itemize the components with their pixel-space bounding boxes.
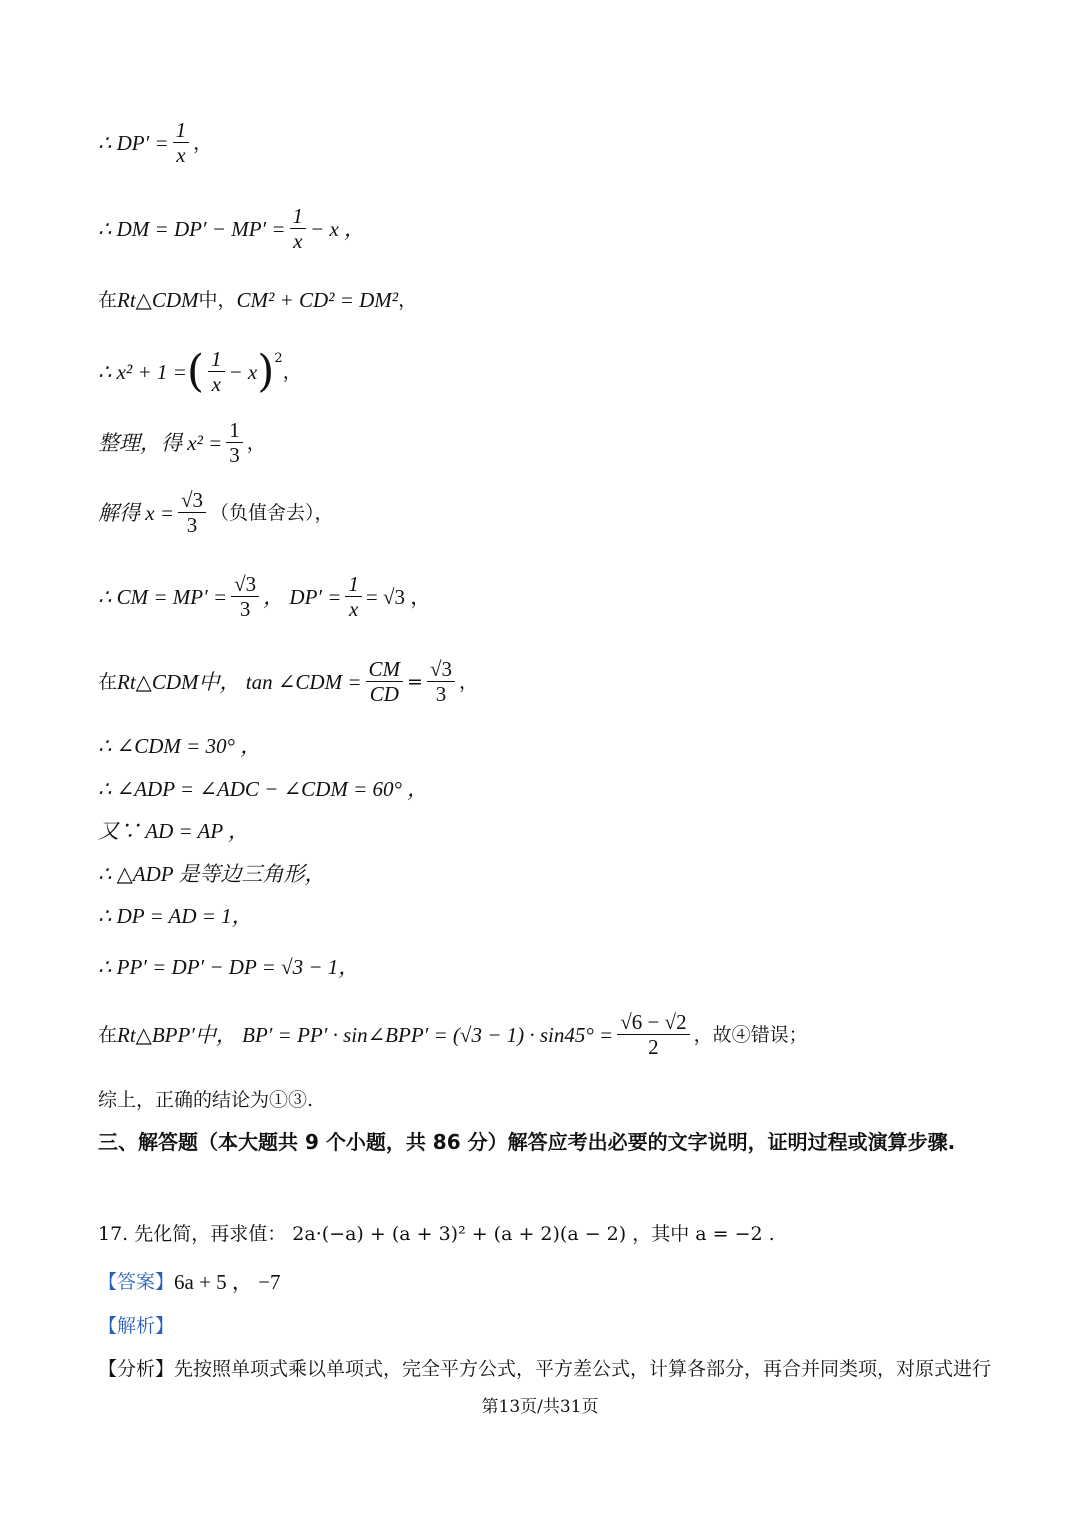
line-5-lhs: 整理，得 x² = — [98, 430, 223, 455]
line-2-lhs: ∴ DM = DP′ − MP′ = — [98, 216, 286, 241]
numerator: √6 − √2 — [617, 1010, 689, 1035]
line-3-pre: 在 — [98, 289, 118, 311]
numerator: 1 — [290, 204, 307, 229]
answer-value: 6a + 5 ， −7 — [174, 1270, 281, 1294]
line-12: ∴ △ADP 是等边三角形， — [98, 862, 326, 886]
line-1-lhs: ∴ DP′ = — [98, 130, 169, 155]
line-4 — [98, 347, 302, 396]
numerator: 1 — [226, 418, 243, 443]
numerator: √3 — [427, 657, 455, 682]
numerator: 1 — [345, 572, 362, 597]
fraction — [208, 347, 225, 396]
line-10: ∴ ∠ADP = ∠ADC − ∠CDM = 60° ， — [98, 777, 429, 801]
denominator: 2 — [648, 1035, 659, 1059]
fraction — [226, 418, 243, 467]
line-16: 综上，正确的结论为①③. — [98, 1089, 314, 1111]
analysis-label: 【解析】 — [98, 1315, 175, 1337]
line-15-post: ，故④错误； — [693, 1023, 808, 1046]
triangle-label: Rt△BPP′ — [117, 1022, 195, 1047]
numerator: 1 — [208, 347, 225, 372]
answer-line — [98, 1270, 281, 1294]
line-2 — [98, 204, 365, 253]
line-7-mid: ， DP′ = — [263, 584, 342, 609]
line-8-pre: 在 — [98, 670, 118, 693]
line-7-post: = √3 ， — [365, 584, 432, 609]
fraction — [231, 572, 259, 621]
line-14: ∴ PP′ = DP′ − DP = √3 − 1， — [98, 955, 360, 979]
line-13: ∴ DP = AD = 1， — [98, 904, 253, 928]
line-8-mid: 中， tan ∠CDM = — [198, 669, 362, 694]
line-4-lhs: ∴ x² + 1 = — [98, 359, 187, 384]
denominator: x — [176, 143, 186, 167]
line-8 — [98, 657, 478, 706]
triangle-label: Rt△CDM — [117, 669, 199, 694]
left-paren: ( — [186, 345, 204, 397]
numerator: √3 — [178, 488, 206, 513]
line-5 — [98, 418, 266, 467]
line-1-post: ， — [193, 131, 213, 154]
right-paren: ) — [257, 345, 275, 397]
fraction — [366, 657, 404, 706]
line-11: 又∵ AD = AP ， — [98, 819, 250, 843]
line-8-post: ， — [458, 670, 478, 693]
line-3-mid: 中， — [198, 289, 237, 311]
analysis-text: 【分析】先按照单项式乘以单项式，完全平方公式，平方差公式，计算各部分，再合并同类项，对原式进行 — [98, 1358, 992, 1380]
denominator: 3 — [186, 513, 198, 537]
exponent: 2 — [274, 351, 283, 366]
line-3 — [98, 288, 417, 312]
line-6 — [98, 488, 334, 537]
line-15-pre: 在 — [98, 1023, 118, 1046]
fraction-2 — [427, 657, 455, 706]
line-2-post: − x ， — [310, 216, 366, 241]
page-footer: 第13页/共31页 — [481, 1397, 599, 1417]
fraction — [617, 1010, 689, 1059]
line-7-lhs: ∴ CM = MP′ = — [98, 584, 228, 609]
numerator: 1 — [173, 118, 190, 143]
denominator: x — [293, 229, 303, 253]
denominator: 3 — [229, 443, 240, 467]
section-heading: 三、解答题（本大题共 9 个小题，共 86 分）解答应考出必要的文字说明，证明过程或演算步骤. — [98, 1130, 956, 1154]
denominator: CD — [369, 682, 399, 706]
question-17: 17. 先化简，再求值： 2a·(−a) + (a + 3)² + (a + 2)(a − 2) ，其中 a = −2 . — [98, 1223, 775, 1245]
line-7 — [98, 572, 431, 621]
triangle-label: Rt△CDM — [117, 288, 199, 312]
denominator: 3 — [239, 597, 251, 621]
line-9: ∴ ∠CDM = 30° ， — [98, 734, 262, 758]
fraction — [178, 488, 206, 537]
fraction — [173, 118, 190, 167]
line-4-inner: − x — [228, 359, 258, 384]
line-6-post: （负值舍去）， — [210, 501, 334, 524]
fraction-2 — [345, 572, 362, 621]
answer-label: 【答案】 — [98, 1271, 175, 1293]
line-15-expr: 中， BP′ = PP′ · sin∠BPP′ = (√3 − 1) · sin45° = — [194, 1022, 614, 1047]
line-4-post: ， — [282, 360, 302, 383]
line-15 — [98, 1010, 808, 1059]
line-1 — [98, 118, 212, 167]
line-5-post: ， — [246, 431, 266, 454]
line-3-post: ， — [398, 289, 418, 311]
fraction — [290, 204, 307, 253]
line-6-lhs: 解得 x = — [98, 500, 174, 525]
numerator: √3 — [231, 572, 259, 597]
denominator: x — [211, 372, 221, 396]
equals: = — [407, 670, 423, 693]
pythagoras-expression: CM² + CD² = DM² — [236, 288, 399, 312]
denominator: 3 — [435, 682, 447, 706]
numerator: CM — [366, 657, 404, 682]
denominator: x — [349, 597, 359, 621]
